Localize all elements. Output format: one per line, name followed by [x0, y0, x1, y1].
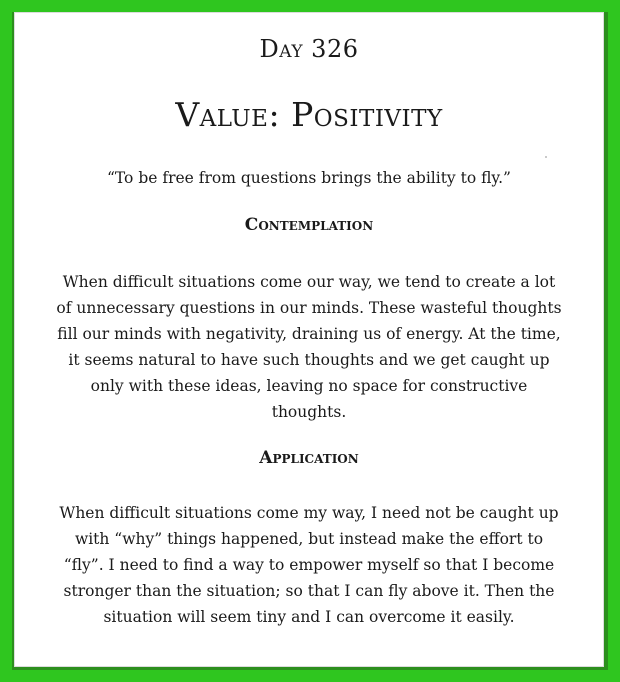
- page-speck: [545, 156, 547, 158]
- quote-text: “To be free from questions brings the ability to fly.”: [107, 169, 511, 187]
- contemplation-body: When difficult situations come our way, we tend to create a lot of unnecessary questions in our minds. These wasteful thoughts fill our minds with negativity, draining us of energy. At the time, it seems natural to have such thoughts and we get caught up only with these ideas, leaving no space for constructive thoughts.: [56, 273, 562, 421]
- application-heading: Application: [259, 448, 359, 468]
- value-title: Value: Positivity: [175, 95, 443, 134]
- book-page: [14, 12, 604, 667]
- day-title: Day 326: [259, 35, 359, 63]
- application-body: When difficult situations come my way, I need not be caught up with “why” things happened, but instead make the effort to “fly”. I need to find a way to empower myself so that I become stronger than the situation; so that I can fly above it. Then the situation will seem tiny and I can overcome it easily.: [59, 504, 559, 626]
- contemplation-heading: Contemplation: [244, 215, 374, 235]
